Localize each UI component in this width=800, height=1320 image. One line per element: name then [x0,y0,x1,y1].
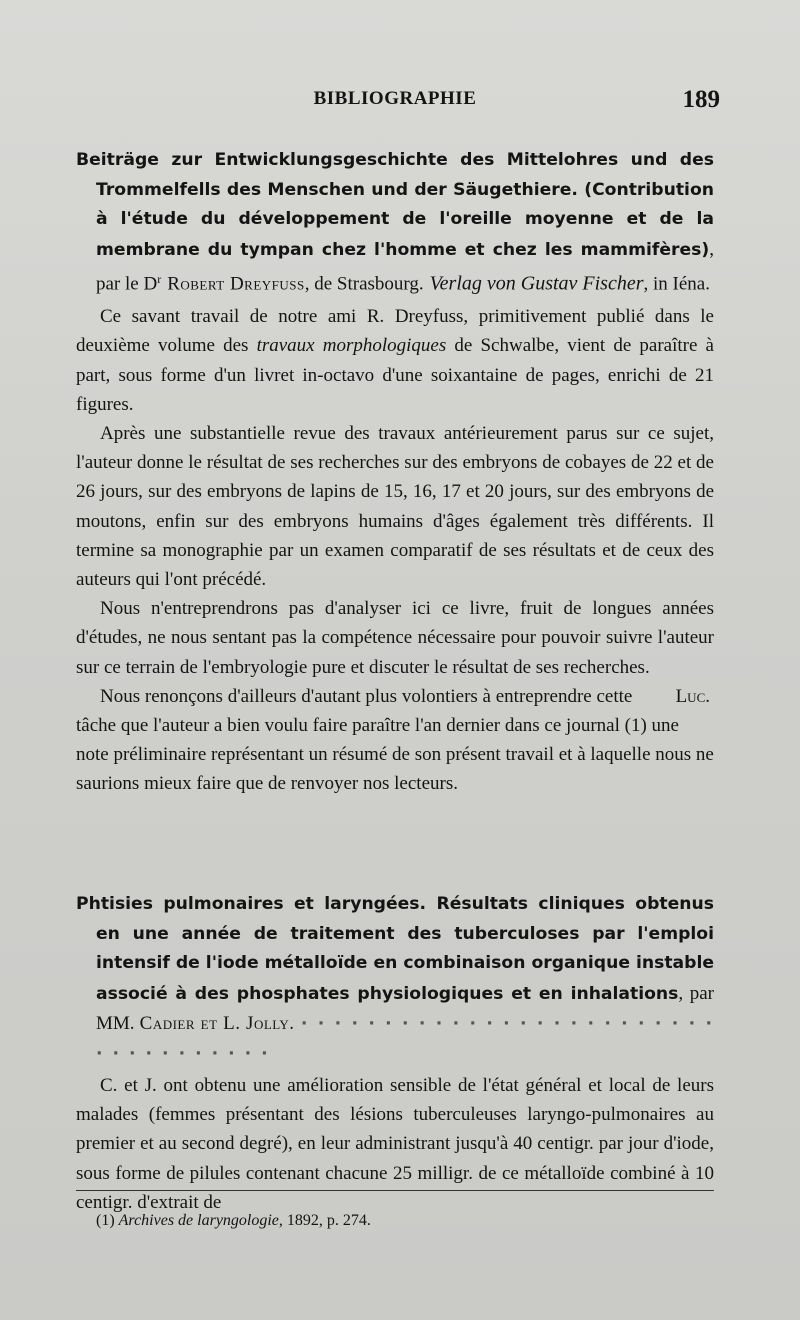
paragraph: C. et J. ont obtenu une amélioration sensible de l'état général et local de leurs malades (femmes présentant des lésions tuberculeuses laryngo-pulmonaires au premier et au second degré), en leur administrant jusqu'à 40 centigr. par jour d'iode, sous forme de pilules contenant chacune 25 milligr. de ce métalloïde combiné à 10 centigr. d'extrait de [76,1075,714,1213]
review-author: Robert Dreyfuss [167,273,305,295]
paragraph [76,302,714,419]
paragraph-text: Ce savant travail de notre ami R. Dreyfuss, primitivement publié dans le deuxième volume des [76,306,714,357]
review-place: , de Strasbourg. [304,273,424,295]
footnote-citation: , 1892, p. 274. [278,1212,371,1229]
running-title: BIBLIOGRAPHIE [313,88,477,109]
review-cadier-jolly [76,890,714,1217]
page-number: 189 [682,86,720,113]
review-authors: Cadier et L. Jolly. [139,1013,295,1034]
review-title-by: , par MM. [96,982,714,1034]
footnote-journal: Archives de laryngologie [118,1212,279,1229]
running-head [76,86,720,120]
review-title-text: Beiträge zur Entwicklungsgeschichte des Mittelohres und des Trommelfells des Menschen und der Säugethiere. (Contribution à l'étude du développement de l'oreille moyenne et de la membrane du tympan chez l'homme et chez les mammifères) [76,150,714,260]
paragraph-italic: travaux morphologiques [256,335,447,357]
reviewer-signature: Luc. [675,685,710,707]
paragraph [76,682,714,799]
leader-dots: · · · · · · · · · · · · · · · · · · · · · · · · · · · · · · · · · · · · [96,1014,714,1064]
review-title [76,890,714,1069]
paragraph-text: de Schwalbe, vient de paraître à part, sous forme d'un livret in-octavo d'une soixantaine de pages, enrichi de 21 figures. [76,335,714,415]
review-title-text: Phtisies pulmonaires et laryngées. Résultats cliniques obtenus en une année de traitement des tuberculoses par l'emploi intensif de l'iode métalloïde en combinaison organique instable associé à des phosphates physiologiques et en inhalations [76,894,714,1004]
review-publisher: Verlag von Gustav Fischer [429,272,644,295]
paragraph-text: Nous renonçons d'ailleurs d'autant plus volontiers à entreprendre cette tâche que l'auteur a bien voulu faire paraître l'an dernier dans ce journal (1) une note préliminaire représentant un résumé de son présent travail et à laquelle nous ne saurions mieux faire que de renvoyer nos lecteurs. [76,685,714,795]
review-title-block [76,890,714,1069]
review-title [76,146,714,300]
review-title-by: , par le D [96,238,714,295]
paragraph: Après une substantielle revue des travaux antérieurement parus sur ce sujet, l'auteur donne le résultat de ses recherches sur des embryons de cobayes de 22 et de 26 jours, sur des embryons de lapins de 15, 16, 17 et 20 jours, sur des embryons de moutons, enfin sur des embryons humains d'âges également très différents. Il termine sa monographie par un examen comparatif de ses résultats et de ceux des auteurs qui l'ont précédé. [76,423,714,591]
footnote [96,1210,371,1232]
review-title-block [76,146,714,300]
footnote-rule [76,1190,714,1191]
review-dreyfuss [76,146,714,799]
paragraph: Nous n'entreprendrons pas d'analyser ici ce livre, fruit de longues années d'études, ne nous sentant pas la compétence nécessaire pour pouvoir suivre l'auteur sur ce terrain de l'embryologie pure et discuter le résultat de ses recherches. [76,598,714,678]
review-city: , in Iéna. [643,273,710,295]
footnote-marker: (1) [96,1212,115,1229]
review-title-dr-sup: r [157,272,162,286]
